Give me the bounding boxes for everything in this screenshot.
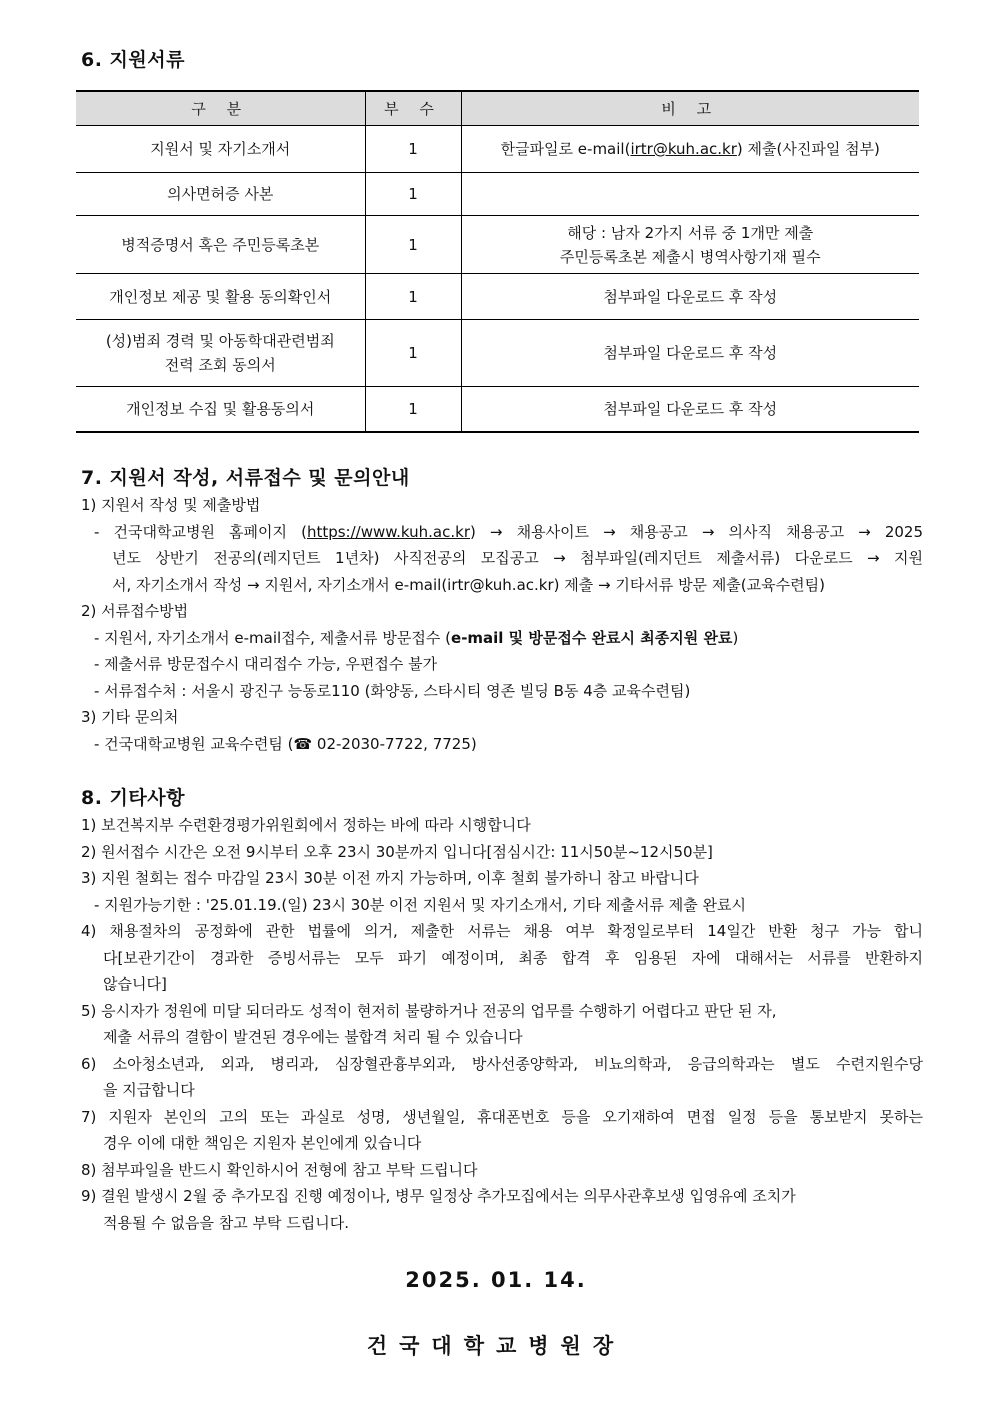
header-category: 구 분 <box>76 91 365 126</box>
doc-note: 첨부파일 다운로드 후 작성 <box>461 387 919 432</box>
list-item: 2) 원서접수 시간은 오전 9시부터 오후 23시 30분까지 입니다[점심시간: 11시50분~12시50분] <box>81 842 713 861</box>
documents-table <box>76 90 919 433</box>
list-item: - 지원서, 자기소개서 e-mail접수, 제출서류 방문접수 (e-mail 및 방문접수 완료시 최종지원 완료) <box>94 628 739 647</box>
list-item: - 건국대학교병원 교육수련팀 (☎ 02-2030-7722, 7725) <box>94 734 477 753</box>
doc-name: 개인정보 수집 및 활용동의서 <box>76 387 365 432</box>
header-count: 부 수 <box>365 91 461 126</box>
doc-name: 병적증명서 혹은 주민등록초본 <box>76 216 365 274</box>
list-item: 4) 채용절차의 공정화에 관한 법률에 의거, 제출한 서류는 채용 여부 확정일로부터 14일간 반환 청구 가능 합니 <box>81 922 923 940</box>
list-item: 년도 상반기 전공의(레지던트 1년차) 사직전공의 모집공고 → 첨부파일(레지던트 제출서류) 다운로드 → 지원 <box>112 549 923 567</box>
list-item: 6) 소아청소년과, 외과, 병리과, 심장혈관흉부외과, 방사선종양학과, 비뇨의학과, 응급의학과는 별도 수련지원수당 <box>81 1054 923 1073</box>
list-item: 을 지급합니다 <box>103 1081 195 1099</box>
section-7-title: 7. 지원서 작성, 서류접수 및 문의안내 <box>81 467 410 489</box>
list-item: 2) 서류접수방법 <box>81 602 189 620</box>
section-8-body <box>81 812 923 1236</box>
section-7-body <box>81 492 923 757</box>
list-item: 다[보관기간이 경과한 증빙서류는 모두 파기 예정이며, 최종 합격 후 임용된 자에 대해서는 서류를 반환하지 <box>103 948 923 967</box>
list-item: - 지원가능기한 : '25.01.19.(일) 23시 30분 이전 지원서 및 자기소개서, 기타 제출서류 제출 완료시 <box>94 895 746 914</box>
doc-name: 의사면허증 사본 <box>76 173 365 216</box>
list-item: 9) 결원 발생시 2월 중 추가모집 진행 예정이나, 병무 일정상 추가모집에서는 의무사관후보생 입영유예 조치가 <box>81 1187 796 1205</box>
list-item: 8) 첨부파일을 반드시 확인하시어 전형에 참고 부탁 드립니다 <box>81 1160 478 1179</box>
homepage-link[interactable]: https://www.kuh.ac.kr <box>306 522 470 541</box>
list-item: 3) 지원 철회는 접수 마감일 23시 30분 이전 까지 가능하며, 이후 철회 불가하니 참고 바랍니다 <box>81 869 699 887</box>
list-item: 1) 지원서 작성 및 제출방법 <box>81 496 261 514</box>
doc-note: 첨부파일 다운로드 후 작성 <box>461 320 919 387</box>
document-date: 2025. 01. 14. <box>405 1268 587 1292</box>
table-row <box>76 387 919 432</box>
list-item: 1) 보건복지부 수련환경평가위원회에서 정하는 바에 따라 시행합니다 <box>81 816 531 834</box>
section-6-title: 6. 지원서류 <box>81 49 185 71</box>
doc-count: 1 <box>365 126 461 173</box>
list-item: 경우 이에 대한 책임은 지원자 본인에게 있습니다 <box>103 1134 422 1152</box>
doc-count: 1 <box>365 216 461 274</box>
table-row <box>76 216 919 274</box>
doc-note: 첨부파일 다운로드 후 작성 <box>461 274 919 320</box>
doc-name: (성)범죄 경력 및 아동학대관련범죄 전력 조회 동의서 <box>76 320 365 387</box>
list-item: 제출 서류의 결함이 발견된 경우에는 불합격 처리 될 수 있습니다 <box>103 1028 523 1046</box>
table-row <box>76 173 919 216</box>
list-item: - 건국대학교병원 홈페이지 (https://www.kuh.ac.kr) → 채용사이트 → 채용공고 → 의사직 채용공고 → 2025 <box>94 522 923 541</box>
table-row <box>76 274 919 320</box>
doc-count: 1 <box>365 173 461 216</box>
doc-count: 1 <box>365 320 461 387</box>
doc-count: 1 <box>365 387 461 432</box>
list-item: 7) 지원자 본인의 고의 또는 과실로 성명, 생년월일, 휴대폰번호 등을 오기재하여 면접 일정 등을 통보받지 못하는 <box>81 1107 923 1126</box>
doc-name: 지원서 및 자기소개서 <box>76 126 365 173</box>
table-row <box>76 320 919 387</box>
doc-count: 1 <box>365 274 461 320</box>
table-header-row <box>76 91 919 126</box>
email-link[interactable]: irtr@kuh.ac.kr <box>630 140 737 158</box>
signer-title: 건국대학교병원장 <box>366 1334 626 1358</box>
list-item: 적용될 수 없음을 참고 부탁 드립니다. <box>103 1213 349 1232</box>
list-item: - 제출서류 방문접수시 대리접수 가능, 우편접수 불가 <box>94 655 438 673</box>
list-item: - 서류접수처 : 서울시 광진구 능동로110 (화양동, 스타시티 영존 빌딩 B동 4층 교육수련팀) <box>94 681 691 700</box>
list-item: 5) 응시자가 정원에 미달 되더라도 성적이 현저히 불량하거나 전공의 업무를 수행하기 어렵다고 판단 된 자, <box>81 1001 777 1020</box>
list-item: 서, 자기소개서 작성 → 지원서, 자기소개서 e-mail(irtr@kuh.ac.kr) 제출 → 기타서류 방문 제출(교육수련팀) <box>112 575 825 594</box>
list-item: 않습니다] <box>103 975 167 993</box>
doc-note: 한글파일로 e-mail(irtr@kuh.ac.kr) 제출(사진파일 첨부) <box>461 126 919 173</box>
doc-note <box>461 173 919 216</box>
list-item: 3) 기타 문의처 <box>81 708 179 726</box>
table-row <box>76 126 919 173</box>
doc-name: 개인정보 제공 및 활용 동의확인서 <box>76 274 365 320</box>
header-note: 비 고 <box>461 91 919 126</box>
doc-note: 해당 : 남자 2가지 서류 중 1개만 제출 주민등록초본 제출시 병역사항기재 필수 <box>461 216 919 274</box>
section-8-title: 8. 기타사항 <box>81 787 185 809</box>
